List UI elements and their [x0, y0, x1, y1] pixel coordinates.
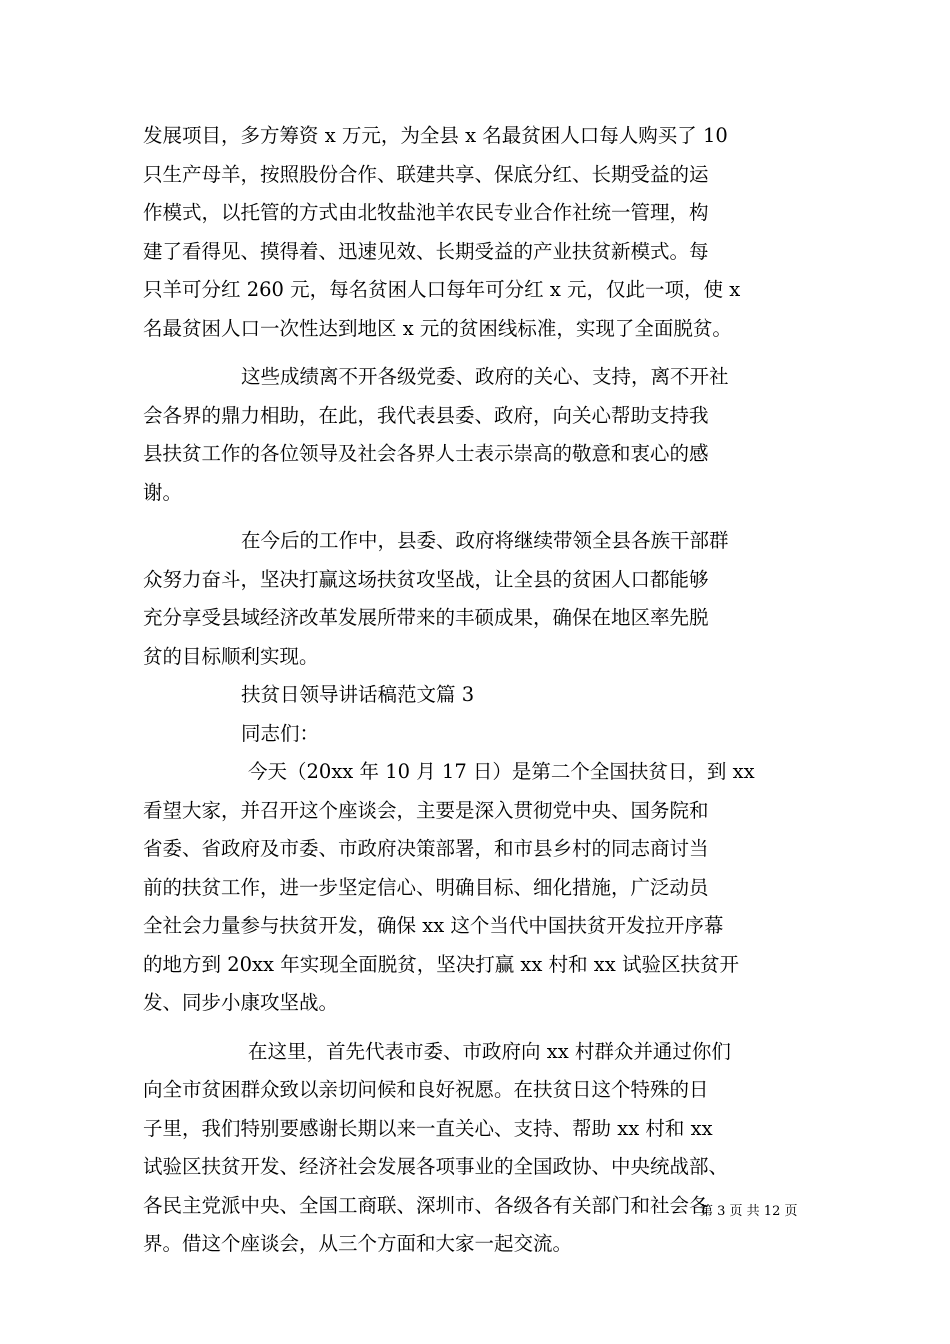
text-line: 作模式，以托管的方式由北牧盐池羊农民专业合作社统一管理，构 [143, 201, 709, 224]
text-line: 看望大家，并召开这个座谈会，主要是深入贯彻党中央、国务院和 [143, 798, 709, 822]
text-line: 充分享受县域经济改革发展所带来的丰硕成果，确保在地区率先脱 [143, 606, 709, 629]
text-line: 的地方到 20xx 年实现全面脱贫，坚决打赢 xx 村和 xx 试验区扶贫开 [143, 952, 739, 976]
text-line: 在这里，首先代表市委、市政府向 xx 村群众并通过你们 [248, 1039, 731, 1063]
paragraph [143, 1033, 811, 1264]
section-heading: 扶贫日领导讲话稿范文篇 3 [241, 683, 475, 706]
paragraph [143, 358, 811, 512]
text-line: 省委、省政府及市委、市政府决策部署，和市县乡村的同志商讨当 [143, 837, 709, 860]
text-line: 只羊可分红 260 元，每名贫困人口每年可分红 x 元，仅此一项，使 x [143, 278, 741, 301]
text-line: 这些成绩离不开各级党委、政府的关心、支持，离不开社 [241, 365, 729, 388]
page-number: 第 3 页 共 12 页 [700, 1204, 798, 1219]
text-line: 向全市贫困群众致以亲切问候和良好祝愿。在扶贫日这个特殊的日 [143, 1078, 709, 1101]
paragraph [143, 117, 811, 348]
text-line: 众努力奋斗，坚决打赢这场扶贫攻坚战，让全县的贫困人口都能够 [143, 567, 709, 591]
text-line: 谢。 [143, 480, 183, 504]
text-line: 名最贫困人口一次性达到地区 x 元的贫困线标准，实现了全面脱贫。 [143, 316, 732, 340]
text-line: 建了看得见、摸得着、迅速见效、长期受益的产业扶贫新模式。每 [143, 239, 709, 263]
text-line: 县扶贫工作的各位领导及社会各界人士表示崇高的敬意和衷心的感 [143, 442, 709, 465]
paragraph [143, 753, 811, 1023]
text-line: 只生产母羊，按照股份合作、联建共享、保底分红、长期受益的运 [143, 162, 709, 186]
text-line: 发、同步小康攻坚战。 [143, 991, 339, 1014]
text-line: 在今后的工作中，县委、政府将继续带领全县各族干部群 [241, 529, 729, 552]
text-line: 前的扶贫工作，进一步坚定信心、明确目标、细化措施，广泛动员 [143, 875, 709, 899]
text-line: 贫的目标顺利实现。 [143, 644, 319, 668]
text-line: 今天（20xx 年 10 月 17 日）是第二个全国扶贫日，到 xx [248, 760, 755, 783]
text-line: 会各界的鼎力相助，在此，我代表县委、政府，向关心帮助支持我 [143, 403, 709, 427]
paragraph [143, 522, 811, 676]
salutation: 同志们： [241, 721, 320, 745]
text-line: 发展项目，多方筹资 x 万元，为全县 x 名最贫困人口每人购买了 10 [143, 124, 728, 147]
document-body [143, 117, 811, 1264]
text-line: 各民主党派中央、全国工商联、深圳市、各级各有关部门和社会各 [143, 1193, 709, 1217]
text-line: 试验区扶贫开发、经济社会发展各项事业的全国政协、中央统战部、 [143, 1155, 729, 1178]
text-line: 子里，我们特别要感谢长期以来一直关心、支持、帮助 xx 村和 xx [143, 1116, 713, 1140]
text-line: 界。借这个座谈会，从三个方面和大家一起交流。 [143, 1232, 573, 1255]
text-line: 全社会力量参与扶贫开发，确保 xx 这个当代中国扶贫开发拉开序幕 [143, 914, 724, 937]
